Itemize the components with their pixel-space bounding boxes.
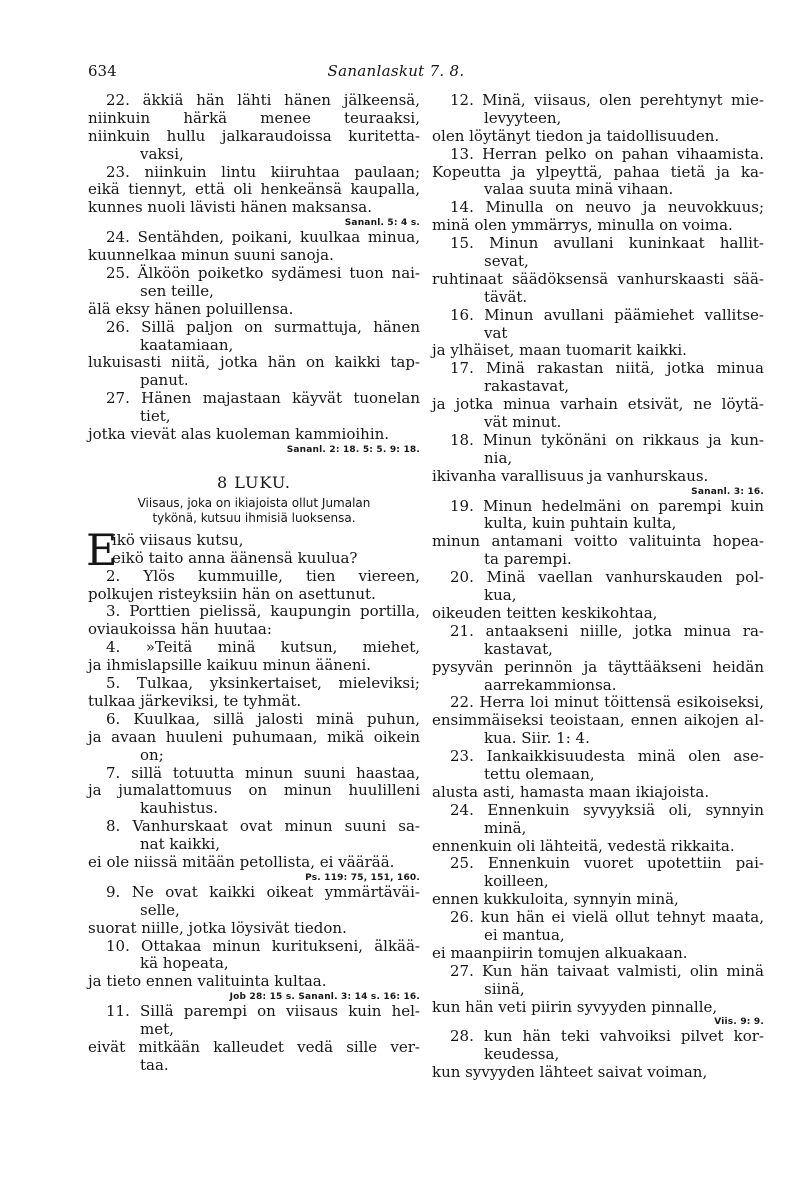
verse-line: 6. Kuulkaa, sillä jalosti minä puhun, — [106, 709, 420, 728]
verse-line: kunnes nuoli lävisti hänen maksansa. — [88, 198, 372, 217]
verse-line: 8. Vanhurskaat ovat minun suuni sa- — [106, 817, 420, 836]
cross-reference: Sananl. 5: 4 s. — [344, 218, 420, 229]
cross-reference: Sananl. 2: 18. 5: 5. 9: 18. — [286, 444, 420, 455]
verse-line: vaksi, — [140, 144, 184, 163]
verse-line: vat — [484, 323, 508, 342]
verse-line: tulkaa järkeviksi, te tyhmät. — [88, 691, 302, 710]
verse-line: nat kaikki, — [140, 835, 220, 854]
verse-line: 25. Älköön poiketko sydämesi tuon nai- — [106, 264, 420, 283]
verse-line: 25. Ennenkuin vuoret upotettiin pai- — [450, 854, 764, 873]
verse-line: vät minut. — [484, 413, 562, 432]
verse-line: 15. Minun avullani kuninkaat hallit- — [450, 234, 764, 253]
verse-line: alusta asti, hamasta maan ikiajoista. — [432, 782, 710, 801]
verse-line: olen löytänyt tiedon ja taidollisuuden. — [432, 126, 720, 145]
drop-cap: E — [86, 525, 118, 576]
verse-line: 20. Minä vaellan vanhurskauden pol- — [450, 568, 764, 587]
verse-line: ruhtinaat säädöksensä vanhurskaasti sää- — [432, 269, 764, 288]
verse-line: kun syvyyden lähteet saivat voiman, — [432, 1063, 708, 1082]
verse-line: tävät. — [484, 287, 528, 306]
running-title: Sananlaskut 7. 8. — [327, 62, 465, 80]
verse-line: sen teille, — [140, 281, 214, 300]
verse-line: minä olen ymmärrys, minulla on voima. — [432, 216, 733, 235]
verse-line: ennen kukkuloita, synnyin minä, — [432, 890, 679, 909]
verse-line: ja ihmislapsille kaikuu minun ääneni. — [88, 656, 372, 675]
left-column — [88, 92, 420, 1075]
verse-line: 27. Hänen majastaan käyvät tuonelan — [106, 389, 420, 408]
verse-line: ikö viisaus kutsu, — [112, 530, 244, 549]
verse-line: pysyvän perinnön ja täyttääkseni heidän — [432, 657, 764, 676]
verse-line: 16. Minun avullani päämiehet vallitse- — [450, 305, 764, 324]
verse-line: ja jumalattomuus on minun huulilleni — [88, 781, 420, 800]
verse-line: kuunnelkaa minun suuni sanoja. — [88, 246, 334, 265]
verse-line: 23. Iankaikkisuudesta minä olen ase- — [450, 747, 764, 766]
verse-line: rakastavat, — [484, 377, 570, 396]
verse-line: 27. Kun hän taivaat valmisti, olin minä — [450, 961, 764, 980]
verse-line: 11. Sillä parempi on viisaus kuin hel- — [106, 1002, 420, 1021]
verse-line: 19. Minun hedelmäni on parempi kuin — [450, 496, 764, 515]
chapter-summary-line: tykönä, kutsuu ihmisiä luoksensa. — [152, 510, 356, 525]
verse-line: polkujen risteyksiin hän on asettunut. — [88, 584, 376, 603]
verse-line: levyyteen, — [484, 108, 562, 127]
verse-line: kun hän veti piirin syvyyden pinnalle, — [432, 997, 718, 1016]
verse-line: 4. »Teitä minä kutsun, miehet, — [106, 638, 420, 657]
cross-reference: Ps. 119: 75, 151, 160. — [305, 872, 420, 883]
page-number: 634 — [88, 62, 117, 80]
verse-line: 18. Minun tykönäni on rikkaus ja kun- — [450, 430, 764, 449]
verse-line: tiet, — [140, 407, 171, 426]
verse-line: ta parempi. — [484, 550, 572, 569]
verse-line: ja tieto ennen valituinta kultaa. — [88, 972, 327, 991]
verse-line: 21. antaakseni niille, jotka minua ra- — [450, 621, 764, 640]
verse-line: 5. Tulkaa, yksinkertaiset, mieleviksi; — [106, 674, 420, 693]
verse-line: ei ole niissä mitään petollista, ei väärää. — [88, 852, 395, 871]
verse-line: ei mantua, — [484, 925, 565, 944]
verse-line: 12. Minä, viisaus, olen perehtynyt mie- — [450, 91, 764, 109]
verse-line: keudessa, — [484, 1045, 560, 1064]
verse-line: tettu olemaan, — [484, 764, 595, 783]
verse-line: kua. Siir. 1: 4. — [484, 729, 590, 748]
verse-line: ja avaan huuleni puhumaan, mikä oikein — [88, 727, 420, 746]
verse-line: 2. Ylös kummuille, tien viereen, — [106, 566, 420, 585]
verse-line: 13. Herran pelko on pahan vihaamista. — [450, 144, 764, 163]
verse-line: eikö taito anna äänensä kuulua? — [112, 548, 358, 567]
verse-line: eivät mitkään kalleudet vedä sille ver- — [88, 1037, 420, 1056]
verse-line: ennenkuin oli lähteitä, vedestä rikkaita. — [432, 836, 735, 855]
verse-line: älä eksy hänen poluillensa. — [88, 299, 294, 318]
verse-line: oviaukoissa hän huutaa: — [88, 620, 272, 639]
verse-line: kä hopeata, — [140, 954, 229, 973]
verse-line: niinkuin hullu jalkaraudoissa kuritetta- — [88, 126, 420, 145]
verse-line: suorat niille, jotka löysivät tiedon. — [88, 918, 347, 937]
verse-line: 23. niinkuin lintu kiiruhtaa paulaan; — [106, 162, 420, 181]
verse-line: lukuisasti niitä, jotka hän on kaikki tap- — [88, 353, 420, 372]
verse-line: aarrekammionsa. — [484, 675, 617, 694]
verse-line: 14. Minulla on neuvo ja neuvokkuus; — [450, 198, 764, 217]
verse-line: ei maanpiirin tomujen alkuakaan. — [432, 943, 688, 962]
verse-line: selle, — [140, 900, 180, 919]
verse-line: Kopeutta ja ylpeyttä, pahaa tietä ja ka- — [432, 162, 764, 181]
verse-line: 7. sillä totuutta minun suuni haastaa, — [106, 763, 420, 782]
chapter-summary — [88, 496, 420, 526]
verse-line: met, — [140, 1020, 174, 1039]
verse-line: ikivanha varallisuus ja vanhurskaus. — [432, 466, 709, 485]
verse-line: panut. — [140, 371, 189, 390]
cross-reference: Viis. 9: 9. — [714, 1017, 764, 1028]
verse-line: 24. Ennenkuin syvyyksiä oli, synnyin — [450, 800, 764, 819]
verse-line: 10. Ottakaa minun kuritukseni, älkää- — [106, 936, 420, 955]
right-column — [432, 92, 764, 1082]
verse-line: 3. Porttien pielissä, kaupungin portilla, — [106, 602, 420, 621]
verse-line: 22. äkkiä hän lähti hänen jälkeensä, — [106, 91, 420, 109]
verse-line: koilleen, — [484, 872, 549, 891]
left-column-verses-ch7 — [88, 92, 420, 456]
chapter-heading: 8 LUKU. — [217, 472, 291, 492]
right-column-verses — [432, 92, 764, 1082]
verse-line: 26. Sillä paljon on surmattuja, hänen — [106, 317, 420, 336]
verse-line: kaatamiaan, — [140, 335, 234, 354]
verse-line: sevat, — [484, 252, 529, 271]
verse-line: kastavat, — [484, 639, 553, 658]
verse-line: 17. Minä rakastan niitä, jotka minua — [450, 359, 764, 378]
cross-reference: Sananl. 3: 16. — [691, 486, 764, 497]
verse-line: 22. Herra loi minut töittensä esikoiseksi, — [450, 693, 764, 712]
verse-line: kua, — [484, 586, 517, 605]
verse-line: taa. — [140, 1055, 169, 1074]
verse-line: oikeuden teitten keskikohtaa, — [432, 603, 658, 622]
verse-line: kauhistus. — [140, 799, 219, 818]
verse-line: minä, — [484, 818, 527, 837]
verse-line: valaa suuta minä vihaan. — [484, 180, 674, 199]
verse-line: on; — [140, 745, 164, 764]
cross-reference: Job 28: 15 s. Sananl. 3: 14 s. 16: 16. — [229, 992, 420, 1003]
verse-line: 28. kun hän teki vahvoiksi pilvet kor- — [450, 1027, 764, 1046]
verse-line: ensimmäiseksi teoistaan, ennen aikojen al- — [432, 711, 764, 730]
verse-line: minun antamani voitto valituinta hopea- — [432, 532, 764, 551]
verse-line: kulta, kuin puhtain kulta, — [484, 514, 677, 533]
verse-line: niinkuin härkä menee teuraaksi, — [88, 108, 420, 127]
verse-line: jotka vievät alas kuoleman kammioihin. — [88, 425, 390, 444]
verse-line: 9. Ne ovat kaikki oikeat ymmärtäväi- — [106, 882, 420, 901]
verse-line: ja ylhäiset, maan tuomarit kaikki. — [432, 341, 687, 360]
verse-line: 24. Sentähden, poikani, kuulkaa minua, — [106, 228, 420, 247]
left-column-verses-ch8 — [88, 568, 420, 1075]
verse-line: nia, — [484, 448, 513, 467]
verse-line: 26. kun hän ei vielä ollut tehnyt maata, — [450, 908, 764, 927]
chapter-summary-line: Viisaus, joka on ikiajoista ollut Jumalan — [137, 495, 371, 510]
verse-line: eikä tiennyt, että oli henkeänsä kaupalla, — [88, 180, 420, 199]
verse-line: ja jotka minua varhain etsivät, ne löytä- — [432, 395, 764, 414]
verse-line: siinä, — [484, 979, 525, 998]
